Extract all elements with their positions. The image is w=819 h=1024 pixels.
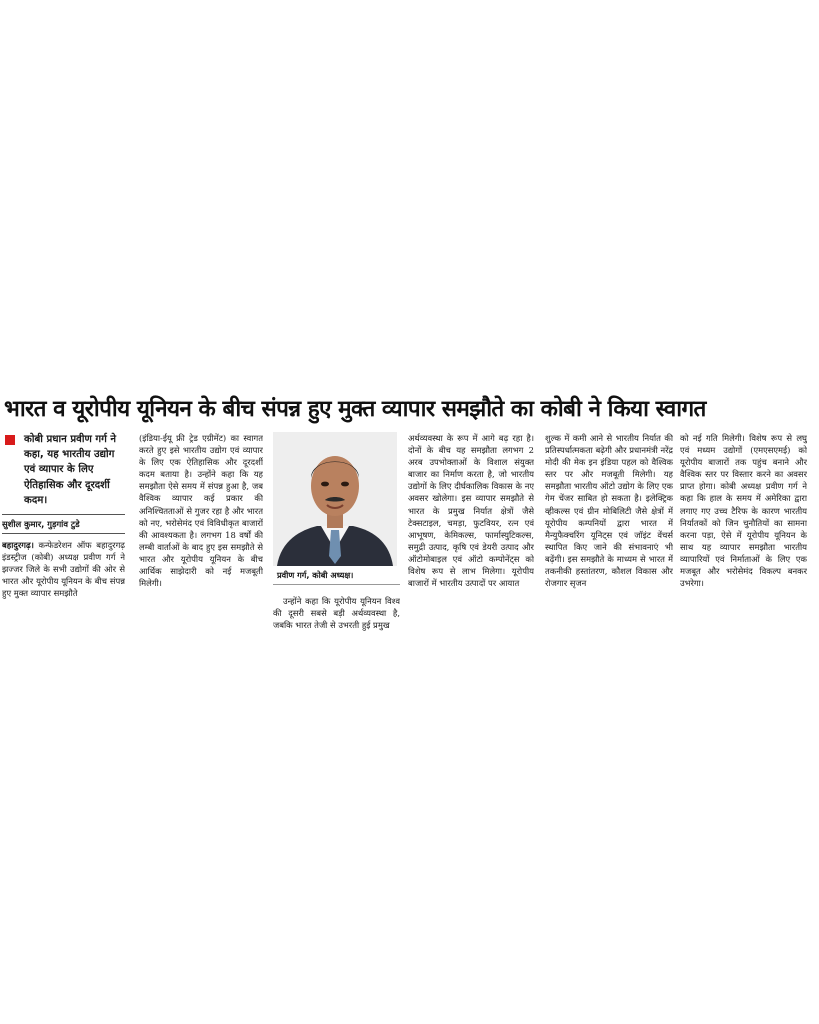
column-1-text — [2, 539, 125, 599]
column-3 — [273, 432, 400, 650]
column-2 — [139, 432, 263, 650]
column-5-text: शुल्क में कमी आने से भारतीय निर्यात की प्रतिस्पर्धात्मकता बढ़ेगी और प्रधानमंत्री नरेंद्र मोदी की मेक इन इंडिया पहल को वैश्विक स्तर पर और मजबूती मिलेगी। यह समझौता भारतीय ऑटो उद्योग के लिए एक गेम चेंजर साबित हो सकता है। इलेक्ट्रिक व्हीकल्स एवं ग्रीन मोबिलिटी जैसे क्षेत्रों में यूरोपीय कम्पनियों द्वारा भारत में मैन्युफैक्चरिंग यूनिट्स एवं जॉइंट वेंचर्स स्थापित किए जाने की संभावनाएं भी बढ़ेंगी। इस समझौते के माध्यम से भारत में तकनीकी हस्तांतरण, कौशल विकास और रोजगार सृजन — [545, 433, 673, 589]
column-2-text: (इंडिया-ईयू फ्री ट्रेड एग्रीमेंट) का स्वागत करते हुए इसे भारतीय उद्योग एवं व्यापार के लिए एक ऐतिहासिक और दूरदर्शी कदम बताया है। उन्होंने कहा कि यह समझौता ऐसे समय में संपन्न हुआ है, जब वैश्विक व्यापार कई प्रकार की अनिश्चितताओं से गुजर रहा है और भारत को नए, भरोसेमंद एवं विविधीकृत बाजारों की आवश्यकता है। लगभग 18 वर्षों की लम्बी वार्ताओं के बाद हुए इस समझौते से भारत और यूरोपीय यूनियन के बीच आर्थिक साझेदारी को नई मजबूती मिलेगी। — [139, 433, 263, 589]
dateline-place: बहादुरगढ़। — [2, 540, 34, 551]
headline: भारत व यूरोपीय यूनियन के बीच संपन्न हुए मुक्त व्यापार समझौते का कोबी ने किया स्वागत — [4, 396, 706, 422]
newspaper-clipping — [0, 384, 819, 650]
portrait-photo — [273, 432, 397, 566]
red-square-bullet-icon — [5, 435, 15, 445]
column-4 — [408, 432, 534, 650]
highlight-box — [2, 432, 125, 508]
column-4-text: अर्थव्यवस्था के रूप में आगे बढ़ रहा है। दोनों के बीच यह समझौता लगभग 2 अरब उपभोक्ताओं के विशाल संयुक्त बाजार का निर्माण करता है, जो भारतीय उद्योगों के लिए दीर्घकालिक विकास के नए अवसर खोलेगा। इस व्यापार समझौते से भारत के प्रमुख निर्यात क्षेत्रों जैसे टेक्सटाइल, चमड़ा, फुटवियर, रत्न एवं आभूषण, केमिकल्स, फार्मास्युटिकल्स, समुद्री उत्पाद, कृषि एवं डेयरी उत्पाद और ऑटोमोबाइल एवं ऑटो कम्पोनेंट्स को विशेष रूप से लाभ मिलेगा। यूरोपीय बाजारों में भारतीय उत्पादों पर आयात — [408, 433, 534, 589]
photo-caption: प्रवीण गर्ग, कोबी अध्यक्ष। — [273, 566, 400, 585]
divider — [2, 514, 125, 515]
highlight-text: कोबी प्रधान प्रवीण गर्ग ने कहा, यह भारतीय उद्योग एवं व्यापार के लिए ऐतिहासिक और दूरदर्शी कदम। — [24, 434, 117, 506]
column-6-text: को नई गति मिलेगी। विशेष रूप से लघु एवं मध्यम उद्योगों (एमएसएमई) को यूरोपीय बाजारों तक पहुंच बनाने और वैश्विक स्तर पर विस्तार करने का अवसर प्राप्त होगा। कोबी अध्यक्ष प्रवीण गर्ग ने कहा कि हाल के समय में अमेरिका द्वारा लगाए गए उच्च टैरिफ के कारण भारतीय निर्यातकों को जिन चुनौतियों का सामना करना पड़ा, ऐसे में यूरोपीय यूनियन के साथ यह व्यापार समझौता भारतीय व्यापारियों एवं निर्माताओं के लिए एक मजबूत और भरोसेमंद विकल्प बनकर उभरेगा। — [680, 433, 807, 589]
divider — [2, 533, 125, 534]
column-5 — [545, 432, 673, 650]
column-6 — [680, 432, 807, 650]
column-1 — [2, 432, 125, 650]
portrait-figure-icon — [273, 432, 397, 566]
column-1-body: कन्फेडरेशन ऑफ बहादुरगढ़ इंडस्ट्रीज (कोबी) अध्यक्ष प्रवीण गर्ग ने झज्जर जिले के सभी उद्योगों की ओर से भारत और यूरोपीय यूनियन के बीच संपन्न हुए मुक्त व्यापार समझौते — [2, 540, 125, 599]
byline: सुशील कुमार, गुड़गांव टुडे — [2, 519, 80, 530]
column-3-text: उन्होंने कहा कि यूरोपीय यूनियन विश्व की दूसरी सबसे बड़ी अर्थव्यवस्था है, जबकि भारत तेजी से उभरती हुई प्रमुख — [273, 596, 400, 631]
